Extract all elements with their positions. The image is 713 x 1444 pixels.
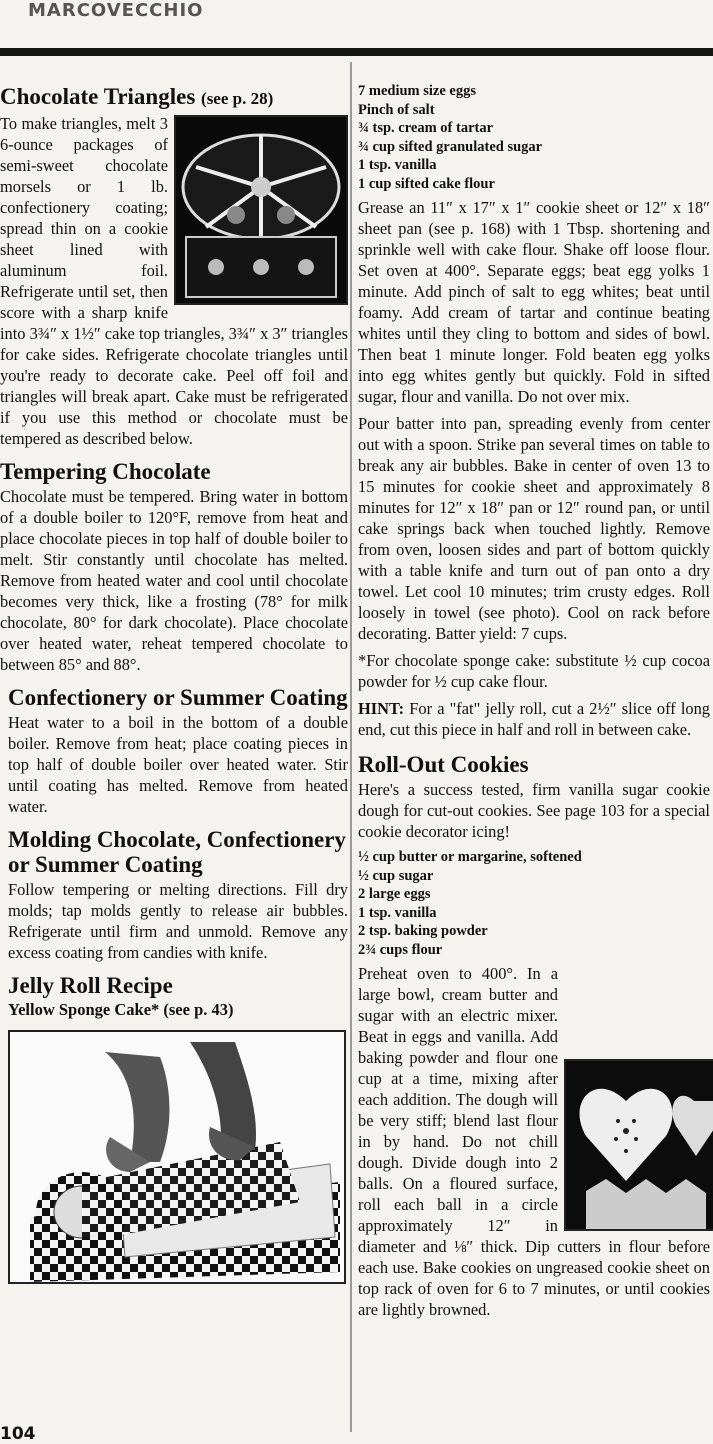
triangles-title: Chocolate Triangles xyxy=(0,84,196,109)
right-column xyxy=(358,62,710,1326)
ingredient-item: 2 tsp. baking powder xyxy=(358,923,488,939)
sponge-paragraph-2: Pour batter into pan, spreading evenly from center out with a spoon. Strike pan several times on table to break any air bubbles. Bake in center of oven 13 to 15 minutes for cookie sheet and approximately 8 minutes for 12″ x 18″ pan or 12″ round pan, or until cake springs back when touched lightly. Remove from oven, loosen sides and part of bottom quickly with a table knife and turn out of pan onto a dry towel. Let cool 10 minutes; trim crusty edges. Roll loosely in towel (see photo). Cool on rack before decorating. Batter yield: 7 cups. xyxy=(358,414,710,643)
ingredient-item: ½ cup butter or margarine, softened xyxy=(358,849,582,865)
molding-body: Follow tempering or melting directions. Fill dry molds; tap molds gently to release air bubbles. Refrigerate until firm and unmold. Remove any excess coating from candies with knife. xyxy=(8,880,348,962)
column-divider xyxy=(350,62,352,1432)
chocolate-sponge-note: *For chocolate sponge cake: substitute ½ cup cocoa powder for ½ cup cake flour. xyxy=(358,651,710,691)
page-number: 104 xyxy=(0,1424,36,1444)
ingredient-item: 1 tsp. vanilla xyxy=(358,904,437,921)
ingredient-item: Pinch of salt xyxy=(358,101,435,118)
tempering-heading: Tempering Chocolate xyxy=(0,459,211,484)
confectionery-body: Heat water to a boil in the bottom of a double boiler. Remove from heat; place coating pieces in top half of double boiler over heated water. Stir until coating has melted. Remove from heated water. xyxy=(8,713,348,816)
confectionery-heading: Confectionery or Summer Coating xyxy=(8,685,348,710)
left-column xyxy=(0,62,348,1284)
tempering-body: Chocolate must be tempered. Bring water in bottom of a double boiler to 120°F, remove from heat and place chocolate pieces in top half of double boiler to melt. Stir constantly until chocolate has melted. Remove from heated water and cool until chocolate becomes very thick, like a frosting (78° for milk chocolate, 80° for dark chocolate). Place chocolate over heated water, reheat tempered chocolate to between 85° and 88°. xyxy=(0,487,348,674)
jelly-roll-subtitle: Yellow Sponge Cake* (see p. 43) xyxy=(8,1000,234,1019)
jelly-roll-image xyxy=(10,1032,344,1282)
cookies-heading: Roll-Out Cookies xyxy=(358,752,529,777)
cake-photo xyxy=(174,115,348,305)
heart-cookies-image xyxy=(566,1061,713,1229)
ingredient-item: ¾ cup sifted granulated sugar xyxy=(358,138,543,155)
molding-heading: Molding Chocolate, Confectionery or Summer Coating xyxy=(8,827,346,877)
ingredient-item: 7 medium size eggs xyxy=(358,83,476,99)
sponge-ingredients-list xyxy=(358,82,710,193)
cookie-ingredients-list xyxy=(358,848,710,959)
ingredient-item: 2 large eggs xyxy=(358,886,431,902)
cookies-intro: Here's a success tested, firm vanilla sugar cookie dough for cut-out cookies. See page 103 for a special cookie decorator icing! xyxy=(358,780,710,841)
decorated-cake-image xyxy=(176,117,346,303)
triangles-ref: (see p. 28) xyxy=(201,89,274,108)
ingredient-item: 1 tsp. vanilla xyxy=(358,157,437,173)
hint-paragraph xyxy=(358,698,710,740)
ingredient-item: 1 cup sifted cake flour xyxy=(358,175,495,192)
cookies-photo xyxy=(564,1059,713,1231)
hint-label: HINT: xyxy=(358,699,405,718)
jelly-roll-photo xyxy=(8,1030,346,1284)
sponge-paragraph-1: Grease an 11″ x 17″ x 1″ cookie sheet or 12″ x 18″ sheet pan (see p. 168) with 1 Tbsp. shortening and sprinkle well with cake flour. Shake off loose flour. Set oven at 400°. Separate eggs; beat egg yolks 1 minute. Add pinch of salt to egg whites; beat until foamy. Add cream of tartar and continue beating whites until they cling to bottom and sides of bowl. Then beat 1 minute longer. Fold beaten egg yolks into egg whites gently but quickly. Fold in sifted sugar, flour and vanilla. Do not over mix. xyxy=(358,198,710,406)
ingredient-item: ¾ tsp. cream of tartar xyxy=(358,120,494,136)
triangles-heading xyxy=(0,84,348,111)
ingredient-item: ½ cup sugar xyxy=(358,867,434,884)
hint-text: For a "fat" jelly roll, cut a 2½″ slice off long end, cut this piece in half and roll in between cake. xyxy=(358,699,710,739)
cookies-body: Preheat oven to 400°. In a large bowl, cream butter and sugar with an electric mixer. Beat in eggs and vanilla. Add baking powder and flour one cup at a time, mixing after each addition. The dough will be very stiff; blend last flour in by hand. Do not chill dough. Divide dough into 2 balls. On a floured surface, roll each ball in a circle approximately 12″ in diameter and ⅛″ thick. Dip cutters in flour before each use. Bake cookies on ungreased cookie sheet on top rack of oven for 6 to 7 minutes, or until cookies are lightly browned. xyxy=(358,964,710,1319)
triangles-body: To make triangles, melt 3 6-ounce packages of semi-sweet chocolate morsels or 1 lb. confectionery coating; spread thin on a cookie sheet lined with aluminum foil. Refrigerate until set, then score with a sharp knife into 3¾″ x 1½″ cake top triangles, 3¾″ x 3″ triangles for cake sides. Refrigerate chocolate triangles until you're ready to decorate cake. Peel off foil and triangles will break apart. Cake must be refrigerated if you use this method or chocolate must be tempered as described below. xyxy=(0,114,348,448)
top-rule xyxy=(0,48,713,56)
header-stamp: MARCOVECCHIO xyxy=(28,0,204,21)
jelly-roll-heading: Jelly Roll Recipe xyxy=(8,973,173,998)
ingredient-item: 2¾ cups flour xyxy=(358,941,443,958)
